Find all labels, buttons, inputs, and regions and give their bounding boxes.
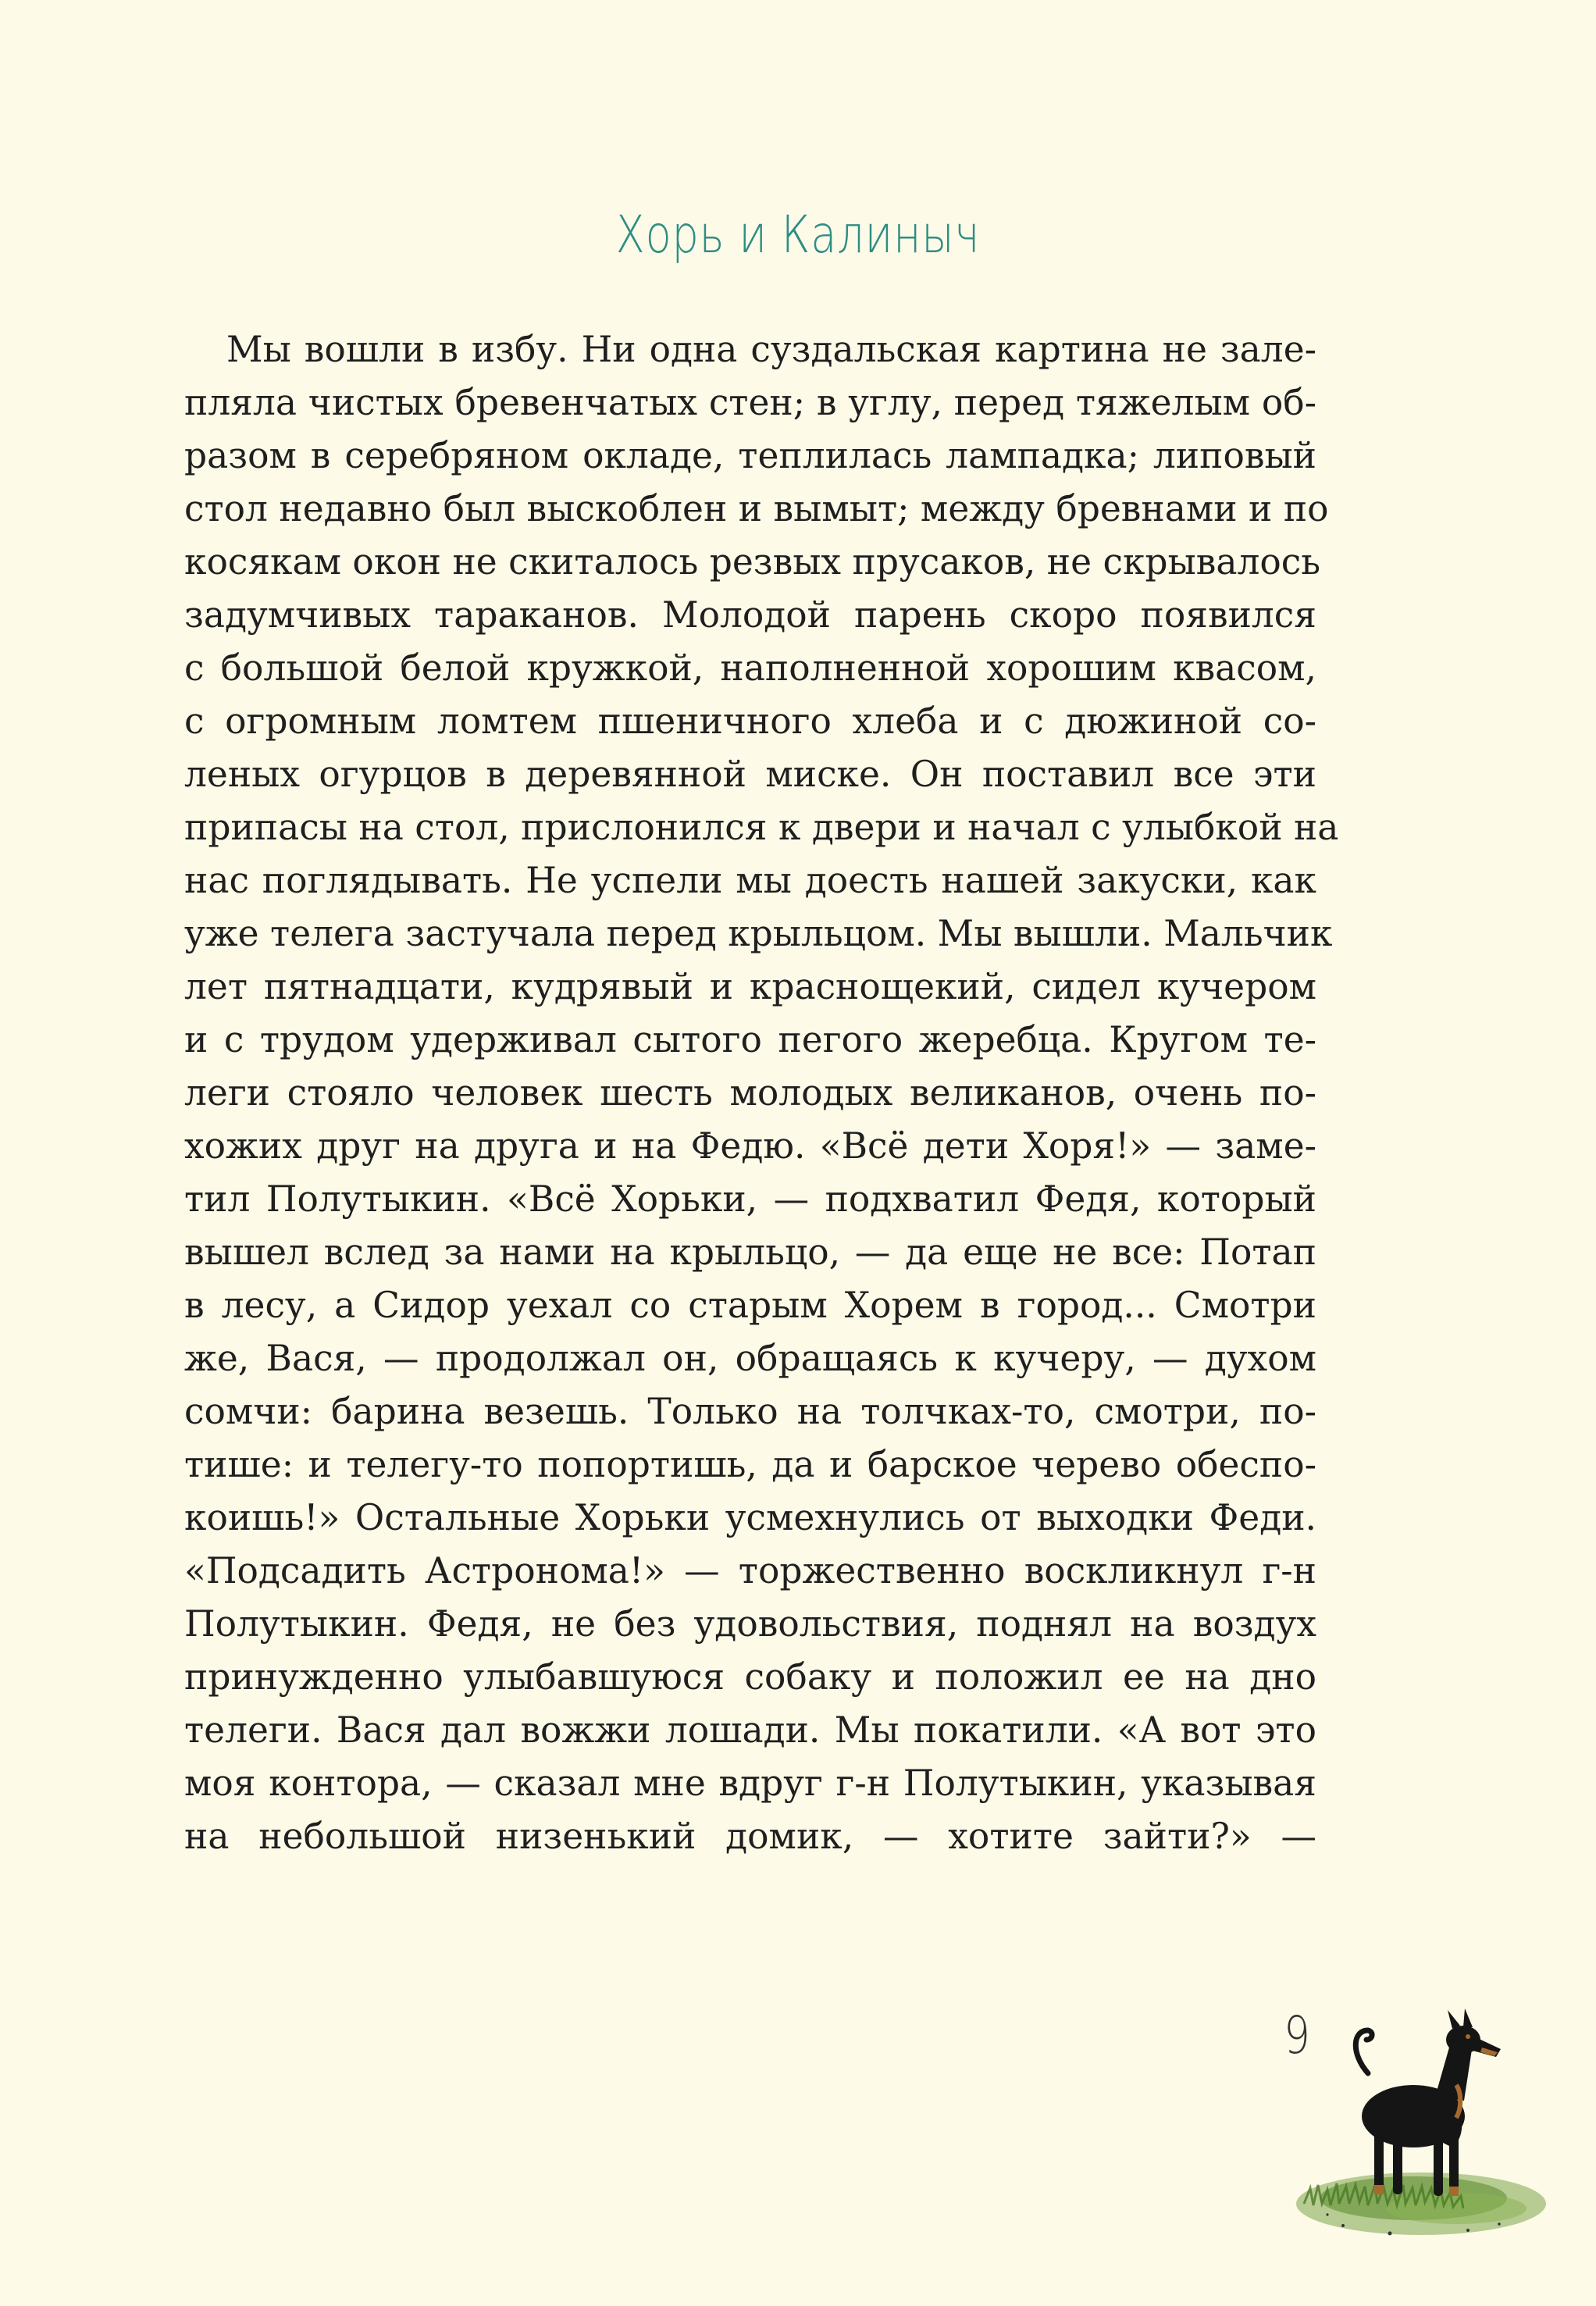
grass-patch — [1296, 2172, 1546, 2236]
body-text — [184, 323, 1339, 1863]
text-line: коишь!» Остальные Хорьки усмехнулись от выходки Феди. — [184, 1497, 1316, 1538]
text-line: хожих друг на друга и на Федю. «Всё дети Хоря!» — заме- — [184, 1125, 1316, 1167]
text-line: пляла чистых бревенчатых стен; в углу, перед тяжелым об- — [184, 382, 1316, 423]
text-line: «Подсадить Астронома!» — торжественно воскликнул г-н — [184, 1550, 1316, 1591]
text-line: в лесу, а Сидор уехал со старым Хорем в город... Смотри — [184, 1285, 1316, 1326]
text-line: тише: и телегу-то попортишь, да и барское черево обеспо- — [184, 1444, 1316, 1485]
text-line: разом в серебряном окладе, теплилась лампадка; липовый — [184, 435, 1316, 476]
text-line: моя контора, — сказал мне вдруг г-н Полутыкин, указывая — [184, 1762, 1316, 1804]
text-line: с огромным ломтем пшеничного хлеба и с дюжиной со- — [184, 700, 1316, 742]
page-number: 9 — [1284, 2005, 1310, 2065]
text-line: принужденно улыбавшуюся собаку и положил ее на дно — [184, 1656, 1316, 1698]
text-line: с большой белой кружкой, наполненной хорошим квасом, — [184, 647, 1316, 689]
text-line: косякам окон не скиталось резвых прусаков, не скрывалось — [184, 541, 1321, 583]
text-line: на небольшой низенький домик, — хотите зайти?» — — [184, 1816, 1316, 1857]
text-line: лет пятнадцати, кудрявый и краснощекий, сидел кучером — [184, 966, 1316, 1007]
text-line: Мы вошли в избу. Ни одна суздальская картина не зале- — [226, 329, 1316, 370]
text-line: сомчи: барина везешь. Только на толчках-то, смотри, по- — [184, 1391, 1316, 1432]
text-line: припасы на стол, прислонился к двери и начал с улыбкой на — [184, 807, 1339, 848]
text-line: уже телега застучала перед крыльцом. Мы вышли. Мальчик — [184, 913, 1333, 954]
text-line: леги стояло человек шесть молодых великанов, очень по- — [184, 1072, 1316, 1114]
text-line: нас поглядывать. Не успели мы доесть нашей закуски, как — [184, 860, 1316, 901]
text-line: же, Вася, — продолжал он, обращаясь к кучеру, — духом — [184, 1338, 1316, 1379]
dog-figure — [1356, 2008, 1501, 2196]
text-line: и с трудом удерживал сытого пегого жеребца. Кругом те- — [184, 1019, 1316, 1060]
text-line: вышел вслед за нами на крыльцо, — да еще не все: Потап — [184, 1231, 1316, 1273]
text-line: стол недавно был выскоблен и вымыт; между бревнами и по — [184, 488, 1329, 529]
chapter-title: Хорь и Калиныч — [615, 205, 981, 265]
text-line: задумчивых тараканов. Молодой парень скоро появился — [184, 594, 1316, 636]
text-line: телеги. Вася дал вожжи лошади. Мы покатили. «А вот это — [184, 1709, 1316, 1751]
dog-illustration — [1296, 1999, 1554, 2249]
text-line: Полутыкин. Федя, не без удовольствия, поднял на воздух — [184, 1603, 1316, 1645]
text-line: тил Полутыкин. «Всё Хорьки, — подхватил Федя, который — [184, 1178, 1316, 1220]
text-line: леных огурцов в деревянной миске. Он поставил все эти — [184, 754, 1316, 795]
